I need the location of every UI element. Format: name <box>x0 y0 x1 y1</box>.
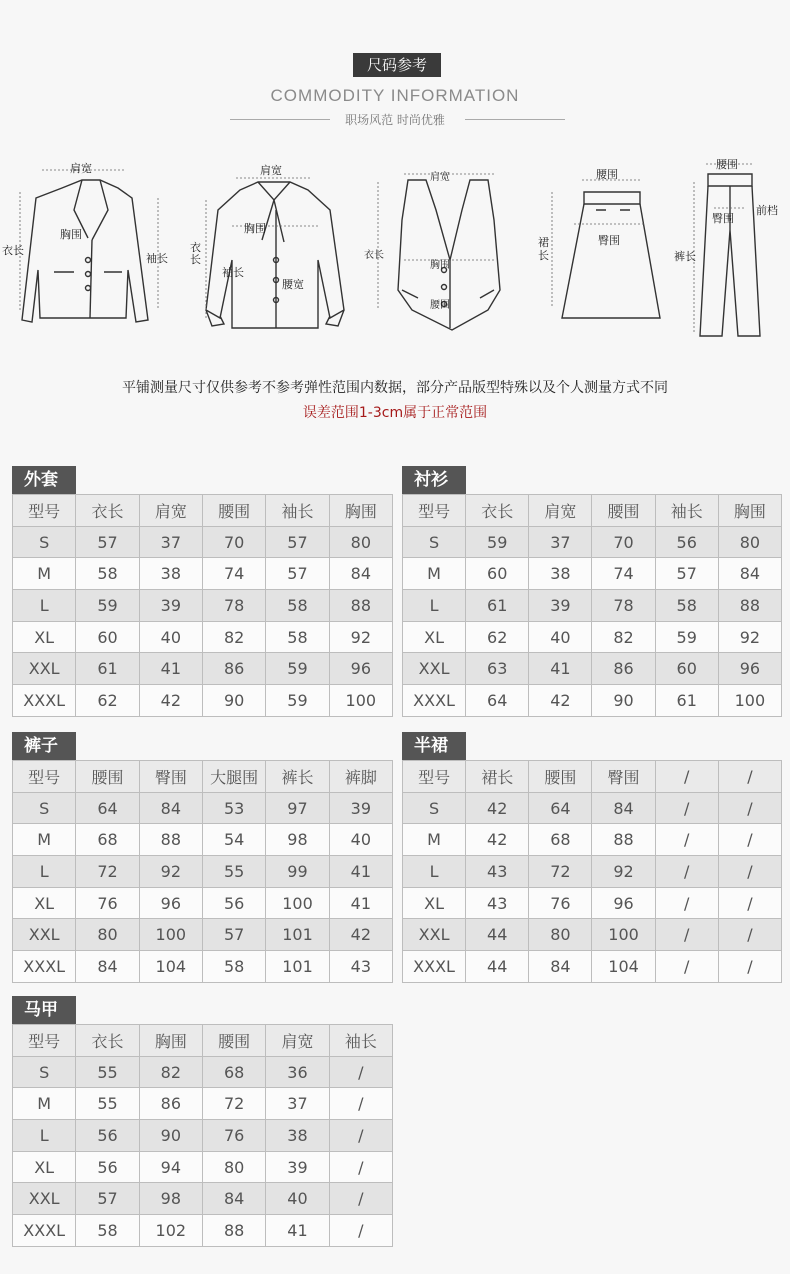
table-cell: 59 <box>76 590 139 622</box>
table-cell: 84 <box>202 1183 265 1215</box>
size-table-skirt <box>402 732 782 983</box>
table-cell: 57 <box>202 919 265 951</box>
size-table <box>402 760 782 983</box>
table-cell: 68 <box>202 1056 265 1088</box>
size-table <box>12 494 393 717</box>
table-cell: S <box>13 792 76 824</box>
table-cell: 100 <box>592 919 655 951</box>
table-cell: 104 <box>592 951 655 983</box>
table-cell: 41 <box>329 856 392 888</box>
table-cell: 40 <box>139 621 202 653</box>
table-cell: 44 <box>466 919 529 951</box>
table-cell: 96 <box>718 653 781 685</box>
table-cell: / <box>329 1120 392 1152</box>
table-cell: 43 <box>466 887 529 919</box>
table-row <box>13 558 393 590</box>
table-cell: 42 <box>529 685 592 717</box>
table-cell: 76 <box>529 887 592 919</box>
table-cell: XXXL <box>403 685 466 717</box>
table-cell: XL <box>403 621 466 653</box>
table-cell: / <box>655 856 718 888</box>
table-cell: XL <box>13 887 76 919</box>
table-cell: 100 <box>266 887 329 919</box>
table-cell: 70 <box>202 526 265 558</box>
table-cell: 84 <box>139 792 202 824</box>
table-row <box>13 856 393 888</box>
table-cell: 86 <box>139 1088 202 1120</box>
column-header: 型号 <box>13 1025 76 1057</box>
column-header: 腰围 <box>202 1025 265 1057</box>
table-cell: 57 <box>655 558 718 590</box>
table-cell: 98 <box>139 1183 202 1215</box>
table-row <box>403 951 782 983</box>
label-shirt-waist: 腰宽 <box>282 278 304 291</box>
table-cell: XXL <box>403 653 466 685</box>
table-cell: 38 <box>266 1120 329 1152</box>
table-cell: 97 <box>266 792 329 824</box>
table-cell: 70 <box>592 526 655 558</box>
label-vest-waist: 腰围 <box>430 300 450 311</box>
table-cell: / <box>329 1183 392 1215</box>
column-header: 袖长 <box>266 495 329 527</box>
column-header: 臀围 <box>592 761 655 793</box>
table-cell: 58 <box>76 558 139 590</box>
table-row <box>13 685 393 717</box>
table-cell: 41 <box>329 887 392 919</box>
table-row <box>403 558 782 590</box>
table-cell: 39 <box>139 590 202 622</box>
garment-illustrations <box>0 150 790 350</box>
table-cell: 101 <box>266 919 329 951</box>
table-cell: 80 <box>329 526 392 558</box>
table-row <box>403 887 782 919</box>
table-cell: XXXL <box>13 685 76 717</box>
table-cell: / <box>718 887 781 919</box>
column-header: 胸围 <box>329 495 392 527</box>
table-cell: 86 <box>592 653 655 685</box>
table-row <box>403 919 782 951</box>
label-shirt-sleeve: 袖长 <box>222 266 244 279</box>
tolerance-note: 误差范围1-3cm属于正常范围 <box>302 405 488 421</box>
table-cell: / <box>718 792 781 824</box>
column-header: 肩宽 <box>139 495 202 527</box>
table-cell: 74 <box>592 558 655 590</box>
column-header: 腰围 <box>76 761 139 793</box>
label-jacket-chest: 胸围 <box>60 228 82 241</box>
table-cell: 84 <box>592 792 655 824</box>
table-cell: M <box>13 558 76 590</box>
table-cell: 96 <box>592 887 655 919</box>
table-row <box>403 685 782 717</box>
size-table <box>12 1024 393 1247</box>
garment-drawings <box>0 150 790 350</box>
table-cell: 41 <box>529 653 592 685</box>
table-cell: 74 <box>202 558 265 590</box>
table-title: 半裙 <box>402 732 466 760</box>
table-row <box>403 792 782 824</box>
table-row <box>13 1120 393 1152</box>
table-cell: / <box>718 919 781 951</box>
table-cell: 42 <box>466 824 529 856</box>
table-cell: 80 <box>76 919 139 951</box>
column-header: 型号 <box>403 495 466 527</box>
table-cell: S <box>13 1056 76 1088</box>
label-vest-shoulder: 肩宽 <box>430 172 450 183</box>
shirt-icon <box>206 182 344 328</box>
table-header-row <box>13 1025 393 1057</box>
table-row <box>403 824 782 856</box>
table-cell: / <box>718 824 781 856</box>
table-cell: 56 <box>76 1151 139 1183</box>
label-pants-length: 裤长 <box>674 250 696 263</box>
table-cell: 78 <box>202 590 265 622</box>
table-cell: 96 <box>139 887 202 919</box>
column-header: 臀围 <box>139 761 202 793</box>
table-cell: / <box>329 1151 392 1183</box>
table-cell: 88 <box>202 1215 265 1247</box>
table-row <box>403 653 782 685</box>
label-jacket-length: 衣长 <box>2 244 24 257</box>
table-cell: 72 <box>529 856 592 888</box>
table-cell: 37 <box>139 526 202 558</box>
table-cell: 57 <box>266 558 329 590</box>
table-cell: 62 <box>76 685 139 717</box>
table-cell: 41 <box>139 653 202 685</box>
table-row <box>13 1183 393 1215</box>
table-header-row <box>403 761 782 793</box>
table-cell: / <box>718 951 781 983</box>
table-cell: 37 <box>266 1088 329 1120</box>
table-cell: 58 <box>266 621 329 653</box>
table-cell: 64 <box>76 792 139 824</box>
table-cell: 98 <box>266 824 329 856</box>
table-cell: / <box>655 951 718 983</box>
table-cell: 60 <box>655 653 718 685</box>
table-cell: 61 <box>466 590 529 622</box>
column-header: 胸围 <box>718 495 781 527</box>
table-cell: 82 <box>202 621 265 653</box>
table-cell: 92 <box>139 856 202 888</box>
size-table-shirt <box>402 466 782 717</box>
table-cell: 84 <box>329 558 392 590</box>
table-cell: / <box>655 887 718 919</box>
table-row <box>403 621 782 653</box>
table-row <box>13 919 393 951</box>
table-cell: 90 <box>139 1120 202 1152</box>
pants-icon <box>700 174 760 336</box>
table-cell: 57 <box>76 526 139 558</box>
table-cell: 58 <box>266 590 329 622</box>
table-cell: 55 <box>76 1088 139 1120</box>
table-cell: 104 <box>139 951 202 983</box>
column-header: 衣长 <box>76 1025 139 1057</box>
column-header: 腰围 <box>202 495 265 527</box>
table-row <box>13 526 393 558</box>
size-table <box>12 760 393 983</box>
table-cell: 100 <box>139 919 202 951</box>
table-cell: / <box>329 1088 392 1120</box>
column-header: 肩宽 <box>266 1025 329 1057</box>
column-header: 衣长 <box>466 495 529 527</box>
table-cell: 100 <box>329 685 392 717</box>
column-header: 胸围 <box>139 1025 202 1057</box>
table-cell: 42 <box>329 919 392 951</box>
table-cell: / <box>655 919 718 951</box>
table-cell: 40 <box>529 621 592 653</box>
table-cell: 92 <box>592 856 655 888</box>
column-header: 袖长 <box>655 495 718 527</box>
table-cell: XL <box>13 1151 76 1183</box>
table-cell: 59 <box>466 526 529 558</box>
table-cell: 72 <box>76 856 139 888</box>
column-header: 裙长 <box>466 761 529 793</box>
table-row <box>13 887 393 919</box>
table-row <box>13 1088 393 1120</box>
table-cell: 42 <box>139 685 202 717</box>
size-table <box>402 494 782 717</box>
size-table-pants <box>12 732 393 983</box>
table-cell: 99 <box>266 856 329 888</box>
table-cell: 43 <box>329 951 392 983</box>
table-cell: L <box>13 590 76 622</box>
table-cell: 55 <box>202 856 265 888</box>
label-pants-hip: 臀围 <box>712 212 734 225</box>
table-cell: 39 <box>329 792 392 824</box>
table-cell: M <box>403 824 466 856</box>
column-header: 袖长 <box>329 1025 392 1057</box>
table-row <box>403 856 782 888</box>
table-cell: 80 <box>718 526 781 558</box>
table-header-row <box>13 495 393 527</box>
divider-right <box>465 119 565 120</box>
table-cell: 88 <box>329 590 392 622</box>
table-cell: L <box>403 856 466 888</box>
table-cell: 82 <box>592 621 655 653</box>
table-cell: 101 <box>266 951 329 983</box>
table-cell: 86 <box>202 653 265 685</box>
column-header: 腰围 <box>529 761 592 793</box>
column-header: 衣长 <box>76 495 139 527</box>
table-row <box>13 653 393 685</box>
label-vest-length: 衣长 <box>364 250 384 261</box>
table-cell: 88 <box>718 590 781 622</box>
table-cell: XL <box>13 621 76 653</box>
table-cell: 40 <box>266 1183 329 1215</box>
table-cell: 57 <box>76 1183 139 1215</box>
table-row <box>13 951 393 983</box>
table-cell: 37 <box>529 526 592 558</box>
table-cell: 58 <box>202 951 265 983</box>
table-cell: 59 <box>266 653 329 685</box>
label-jacket-shoulder: 肩宽 <box>70 162 92 175</box>
table-cell: 64 <box>529 792 592 824</box>
column-header: 裤长 <box>266 761 329 793</box>
table-row <box>13 1056 393 1088</box>
table-cell: XXXL <box>13 1215 76 1247</box>
table-cell: 39 <box>529 590 592 622</box>
column-header: 腰围 <box>592 495 655 527</box>
table-cell: 61 <box>655 685 718 717</box>
table-cell: 68 <box>76 824 139 856</box>
table-cell: S <box>13 526 76 558</box>
section-badge: 尺码参考 <box>353 53 441 77</box>
section-title-en: COMMODITY INFORMATION <box>270 86 520 105</box>
table-cell: 78 <box>592 590 655 622</box>
table-cell: 100 <box>718 685 781 717</box>
table-cell: 90 <box>202 685 265 717</box>
table-title: 衬衫 <box>402 466 466 494</box>
table-cell: XXXL <box>403 951 466 983</box>
table-cell: S <box>403 792 466 824</box>
table-cell: 96 <box>329 653 392 685</box>
table-cell: 41 <box>266 1215 329 1247</box>
table-cell: 40 <box>329 824 392 856</box>
table-cell: 60 <box>76 621 139 653</box>
jacket-icon <box>22 180 148 322</box>
table-row <box>13 1151 393 1183</box>
table-title: 裤子 <box>12 732 76 760</box>
table-cell: 80 <box>529 919 592 951</box>
table-row <box>403 526 782 558</box>
table-cell: 55 <box>76 1056 139 1088</box>
table-cell: / <box>329 1056 392 1088</box>
label-shirt-chest: 胸围 <box>244 222 266 235</box>
table-cell: 102 <box>139 1215 202 1247</box>
table-cell: 84 <box>718 558 781 590</box>
label-pants-rise: 前档 <box>756 204 778 217</box>
table-row <box>13 792 393 824</box>
size-table-vest <box>12 996 393 1247</box>
column-header: 大腿围 <box>202 761 265 793</box>
column-header: 裤脚 <box>329 761 392 793</box>
table-row <box>13 824 393 856</box>
label-shirt-shoulder: 肩宽 <box>260 164 282 177</box>
size-table-jacket <box>12 466 393 717</box>
table-cell: 56 <box>76 1120 139 1152</box>
label-jacket-sleeve: 袖长 <box>146 252 168 265</box>
section-subtitle: 职场风范 时尚优雅 <box>345 113 445 127</box>
table-cell: 76 <box>76 887 139 919</box>
table-cell: 42 <box>466 792 529 824</box>
table-cell: XXL <box>13 653 76 685</box>
table-cell: 88 <box>592 824 655 856</box>
table-cell: 62 <box>466 621 529 653</box>
table-cell: / <box>655 792 718 824</box>
table-cell: 72 <box>202 1088 265 1120</box>
label-pants-waist: 腰围 <box>716 158 738 171</box>
table-cell: 92 <box>329 621 392 653</box>
table-cell: 60 <box>466 558 529 590</box>
table-header-row <box>13 761 393 793</box>
table-cell: / <box>718 856 781 888</box>
table-cell: / <box>329 1215 392 1247</box>
table-cell: 82 <box>139 1056 202 1088</box>
table-header-row <box>403 495 782 527</box>
table-cell: 43 <box>466 856 529 888</box>
column-header: 型号 <box>403 761 466 793</box>
table-cell: L <box>403 590 466 622</box>
column-header: 型号 <box>13 495 76 527</box>
label-skirt-length: 裙长 <box>538 236 549 262</box>
column-header: 型号 <box>13 761 76 793</box>
table-cell: 56 <box>655 526 718 558</box>
table-row <box>403 590 782 622</box>
table-cell: 57 <box>266 526 329 558</box>
table-cell: 44 <box>466 951 529 983</box>
column-header: / <box>718 761 781 793</box>
table-cell: 53 <box>202 792 265 824</box>
table-cell: 80 <box>202 1151 265 1183</box>
column-header: 肩宽 <box>529 495 592 527</box>
table-cell: XL <box>403 887 466 919</box>
table-cell: S <box>403 526 466 558</box>
table-cell: L <box>13 1120 76 1152</box>
table-title: 马甲 <box>12 996 76 1024</box>
table-cell: M <box>403 558 466 590</box>
table-cell: 59 <box>266 685 329 717</box>
table-cell: 84 <box>529 951 592 983</box>
table-row <box>13 621 393 653</box>
table-cell: 39 <box>266 1151 329 1183</box>
table-cell: 94 <box>139 1151 202 1183</box>
measurement-note: 平铺测量尺寸仅供参考不参考弹性范围内数据，部分产品版型特殊以及个人测量方式不同 <box>122 380 668 396</box>
table-cell: 92 <box>718 621 781 653</box>
table-cell: XXXL <box>13 951 76 983</box>
table-cell: XXL <box>403 919 466 951</box>
table-cell: M <box>13 824 76 856</box>
table-row <box>13 1215 393 1247</box>
label-skirt-hip: 臀围 <box>598 234 620 247</box>
table-cell: 58 <box>76 1215 139 1247</box>
table-cell: 88 <box>139 824 202 856</box>
table-cell: 56 <box>202 887 265 919</box>
column-header: / <box>655 761 718 793</box>
table-cell: / <box>655 824 718 856</box>
table-cell: 38 <box>529 558 592 590</box>
table-cell: 54 <box>202 824 265 856</box>
table-cell: 63 <box>466 653 529 685</box>
table-cell: 36 <box>266 1056 329 1088</box>
table-cell: 58 <box>655 590 718 622</box>
table-cell: 38 <box>139 558 202 590</box>
label-vest-chest: 胸围 <box>430 260 450 271</box>
table-cell: 61 <box>76 653 139 685</box>
table-cell: 59 <box>655 621 718 653</box>
table-cell: 68 <box>529 824 592 856</box>
table-title: 外套 <box>12 466 76 494</box>
skirt-icon <box>562 192 660 318</box>
label-skirt-waist: 腰围 <box>596 168 618 181</box>
table-row <box>13 590 393 622</box>
label-shirt-length: 衣长 <box>190 241 201 266</box>
table-cell: 64 <box>466 685 529 717</box>
table-cell: M <box>13 1088 76 1120</box>
table-cell: 76 <box>202 1120 265 1152</box>
table-cell: 90 <box>592 685 655 717</box>
table-cell: XXL <box>13 1183 76 1215</box>
table-cell: 84 <box>76 951 139 983</box>
table-cell: L <box>13 856 76 888</box>
table-cell: XXL <box>13 919 76 951</box>
